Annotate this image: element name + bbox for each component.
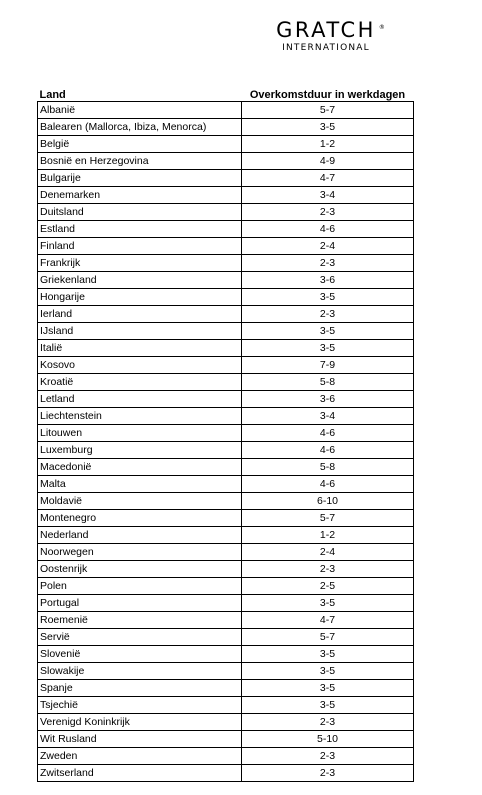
country-cell: Nederland: [38, 527, 242, 544]
delivery-days-cell: 4-6: [242, 442, 414, 459]
table-row: [38, 442, 414, 459]
table-row: [38, 187, 414, 204]
country-cell: Balearen (Mallorca, Ibiza, Menorca): [38, 119, 242, 136]
registered-mark: ®: [378, 24, 385, 31]
delivery-days-cell: 3-5: [242, 340, 414, 357]
country-cell: Zweden: [38, 748, 242, 765]
country-cell: België: [38, 136, 242, 153]
country-cell: Italië: [38, 340, 242, 357]
delivery-days-cell: 2-4: [242, 238, 414, 255]
column-header-country: Land: [38, 87, 242, 102]
country-cell: Estland: [38, 221, 242, 238]
delivery-days-cell: 2-3: [242, 255, 414, 272]
country-cell: Polen: [38, 578, 242, 595]
delivery-days-cell: 3-5: [242, 119, 414, 136]
country-cell: Kroatië: [38, 374, 242, 391]
table-row: [38, 646, 414, 663]
country-cell: Luxemburg: [38, 442, 242, 459]
delivery-days-cell: 2-3: [242, 204, 414, 221]
delivery-days-cell: 6-10: [242, 493, 414, 510]
table-row: [38, 595, 414, 612]
country-cell: Oostenrijk: [38, 561, 242, 578]
table-row: [38, 612, 414, 629]
table-row: [38, 340, 414, 357]
table-header-row: [38, 87, 414, 102]
delivery-days-cell: 4-9: [242, 153, 414, 170]
country-cell: Albanië: [38, 102, 242, 119]
delivery-days-cell: 3-5: [242, 697, 414, 714]
country-cell: Wit Rusland: [38, 731, 242, 748]
table-row: [38, 493, 414, 510]
table-row: [38, 629, 414, 646]
table-row: [38, 136, 414, 153]
brand-logo: [256, 18, 396, 53]
table-row: [38, 697, 414, 714]
country-cell: Finland: [38, 238, 242, 255]
table-row: [38, 765, 414, 782]
delivery-days-cell: 5-7: [242, 629, 414, 646]
table-body: [38, 102, 414, 782]
delivery-days-cell: 4-6: [242, 476, 414, 493]
country-cell: Bulgarije: [38, 170, 242, 187]
table-row: [38, 510, 414, 527]
country-cell: Tsjechië: [38, 697, 242, 714]
delivery-days-cell: 5-10: [242, 731, 414, 748]
country-cell: Ierland: [38, 306, 242, 323]
delivery-days-cell: 2-3: [242, 306, 414, 323]
table-row: [38, 119, 414, 136]
table-row: [38, 748, 414, 765]
table-row: [38, 221, 414, 238]
country-cell: Roemenië: [38, 612, 242, 629]
country-cell: Malta: [38, 476, 242, 493]
country-cell: Bosnië en Herzegovina: [38, 153, 242, 170]
table-row: [38, 170, 414, 187]
country-cell: Slowakije: [38, 663, 242, 680]
delivery-days-cell: 5-7: [242, 102, 414, 119]
country-cell: Liechtenstein: [38, 408, 242, 425]
delivery-days-cell: 5-8: [242, 459, 414, 476]
delivery-days-cell: 3-5: [242, 680, 414, 697]
column-header-days: Overkomstduur in werkdagen: [242, 87, 414, 102]
country-cell: Letland: [38, 391, 242, 408]
country-cell: Macedonië: [38, 459, 242, 476]
delivery-days-cell: 3-5: [242, 646, 414, 663]
table-row: [38, 391, 414, 408]
country-cell: Zwitserland: [38, 765, 242, 782]
table-row: [38, 323, 414, 340]
country-cell: Verenigd Koninkrijk: [38, 714, 242, 731]
delivery-days-cell: 1-2: [242, 527, 414, 544]
delivery-days-cell: 4-7: [242, 612, 414, 629]
logo-subtitle: INTERNATIONAL: [282, 43, 370, 53]
table-row: [38, 357, 414, 374]
delivery-days-cell: 2-3: [242, 561, 414, 578]
country-cell: Portugal: [38, 595, 242, 612]
table-row: [38, 714, 414, 731]
delivery-time-table: [37, 87, 414, 782]
delivery-days-cell: 3-5: [242, 663, 414, 680]
table-row: [38, 663, 414, 680]
country-cell: Litouwen: [38, 425, 242, 442]
table-row: [38, 476, 414, 493]
country-cell: Noorwegen: [38, 544, 242, 561]
delivery-days-cell: 1-2: [242, 136, 414, 153]
delivery-days-cell: 2-5: [242, 578, 414, 595]
delivery-days-cell: 5-7: [242, 510, 414, 527]
delivery-days-cell: 4-7: [242, 170, 414, 187]
table-row: [38, 425, 414, 442]
delivery-days-cell: 3-4: [242, 408, 414, 425]
table-row: [38, 153, 414, 170]
delivery-days-cell: 4-6: [242, 221, 414, 238]
delivery-days-cell: 3-4: [242, 187, 414, 204]
table-row: [38, 289, 414, 306]
table-row: [38, 374, 414, 391]
table-row: [38, 527, 414, 544]
country-cell: Servië: [38, 629, 242, 646]
logo-main-text: GRATCH: [276, 18, 376, 42]
delivery-days-cell: 2-4: [242, 544, 414, 561]
country-cell: IJsland: [38, 323, 242, 340]
country-cell: Spanje: [38, 680, 242, 697]
country-cell: Frankrijk: [38, 255, 242, 272]
delivery-days-cell: 4-6: [242, 425, 414, 442]
country-cell: Denemarken: [38, 187, 242, 204]
table-row: [38, 578, 414, 595]
delivery-days-cell: 5-8: [242, 374, 414, 391]
table-row: [38, 561, 414, 578]
table-row: [38, 306, 414, 323]
table-row: [38, 731, 414, 748]
delivery-days-cell: 3-6: [242, 272, 414, 289]
table-row: [38, 408, 414, 425]
delivery-days-cell: 2-3: [242, 765, 414, 782]
logo-wordmark: [276, 18, 385, 42]
table-row: [38, 680, 414, 697]
country-cell: Griekenland: [38, 272, 242, 289]
table-row: [38, 204, 414, 221]
delivery-days-cell: 3-5: [242, 323, 414, 340]
delivery-days-cell: 3-6: [242, 391, 414, 408]
country-cell: Hongarije: [38, 289, 242, 306]
table-row: [38, 102, 414, 119]
table-row: [38, 255, 414, 272]
country-cell: Slovenië: [38, 646, 242, 663]
delivery-days-cell: 7-9: [242, 357, 414, 374]
country-cell: Montenegro: [38, 510, 242, 527]
delivery-days-cell: 2-3: [242, 748, 414, 765]
delivery-days-cell: 3-5: [242, 289, 414, 306]
country-cell: Moldavië: [38, 493, 242, 510]
table-row: [38, 459, 414, 476]
table-row: [38, 238, 414, 255]
table-row: [38, 272, 414, 289]
country-cell: Kosovo: [38, 357, 242, 374]
table-row: [38, 544, 414, 561]
country-cell: Duitsland: [38, 204, 242, 221]
delivery-days-cell: 2-3: [242, 714, 414, 731]
delivery-days-cell: 3-5: [242, 595, 414, 612]
